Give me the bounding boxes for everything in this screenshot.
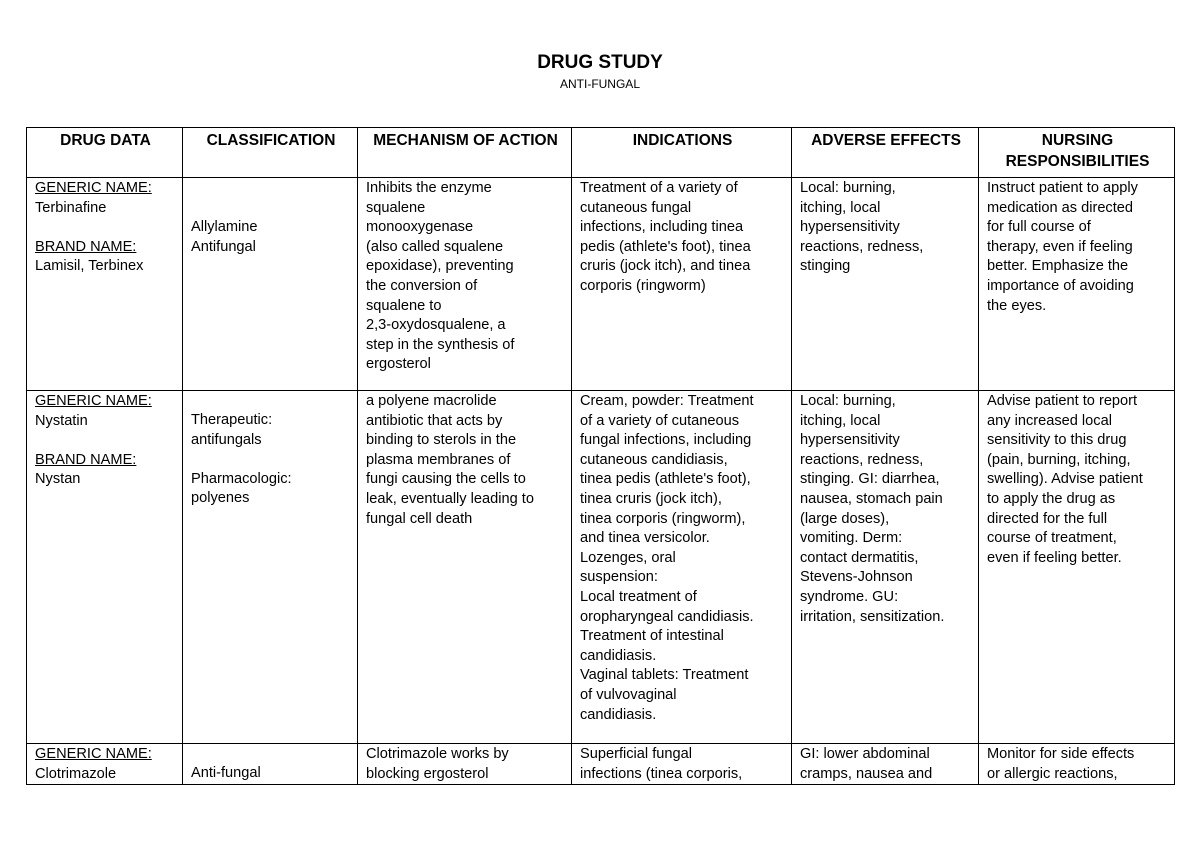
nursing-responsibilities-cell <box>979 744 1175 785</box>
header-adverse-effects: ADVERSE EFFECTS <box>792 128 979 178</box>
indications-cell: Treatment of a variety of cutaneous fungal infections, including tinea pedis (athlete's foot), tinea cruris (jock itch), and tinea corporis (ringworm) <box>572 178 792 391</box>
document-subtitle: ANTI-FUNGAL <box>559 77 640 91</box>
table-row <box>27 178 1175 391</box>
drug-data-cell <box>27 744 183 785</box>
adverse-effects-cell <box>792 744 979 785</box>
classification-cell <box>183 391 358 744</box>
mechanism-text: Clotrimazole works by blocking ergosterol <box>366 746 509 782</box>
header-classification: CLASSIFICATION <box>183 128 358 178</box>
mechanism-cell: a polyene macrolide antibiotic that acts by binding to sterols in the plasma membranes of fungi causing the cells to leak, eventually leading to fungal cell death <box>358 391 572 744</box>
nursing-responsibilities-cell: Instruct patient to apply medication as directed for full course of therapy, even if feeling better. Emphasize the importance of avoiding the eyes. <box>979 178 1175 391</box>
generic-name-label: GENERIC NAME: <box>35 180 152 196</box>
classification-therapeutic: Therapeutic: antifungals <box>191 412 273 448</box>
adverse-effects-cell: Local: burning, itching, local hypersensitivity reactions, redness, stinging. GI: diarrhea, nausea, stomach pain (large doses), vomiting. Derm: contact dermatitis, Stevens-Johnson syndrome. GU: irritation, sensitization. <box>792 391 979 744</box>
nursing-responsibilities-cell: Advise patient to report any increased local sensitivity to this drug (pain, burning, itching, swelling). Advise patient to apply the drug as directed for the full course of treatment, even if feeling better. <box>979 391 1175 744</box>
mechanism-cell <box>358 744 572 785</box>
mechanism-cell: Inhibits the enzyme squalene monooxygenase (also called squalene epoxidase), preventing the conversion of squalene to 2,3-oxydosqualene, a step in the synthesis of ergosterol <box>358 178 572 391</box>
drug-study-table <box>26 127 1175 785</box>
brand-name-value: Lamisil, Terbinex <box>35 258 144 275</box>
table-header-row <box>27 128 1175 178</box>
generic-name-value: Nystatin <box>35 412 88 429</box>
header-drug-data: DRUG DATA <box>27 128 183 178</box>
table-row <box>27 391 1175 744</box>
adverse-effects-cell: Local: burning, itching, local hypersensitivity reactions, redness, stinging <box>792 178 979 391</box>
header-mechanism-of-action: MECHANISM OF ACTION <box>358 128 572 178</box>
indications-cell: Cream, powder: Treatment of a variety of cutaneous fungal infections, including cutaneous candidiasis, tinea pedis (athlete's foot), tinea cruris (jock itch), tinea corporis (ringworm), and tinea versicolor. Lozenges, oral suspension: Local treatment of oropharyngeal candidiasis. Treatment of intestinal candidiasis. Vaginal tablets: Treatment of vulvovaginal candidiasis. <box>572 391 792 744</box>
adverse-effects-text: GI: lower abdominal cramps, nausea and <box>800 746 933 782</box>
brand-name-label: BRAND NAME: <box>35 238 137 255</box>
generic-name-label: GENERIC NAME: <box>35 393 152 409</box>
indications-text: Superficial fungal infections (tinea corporis, <box>580 746 743 782</box>
generic-name-label: GENERIC NAME: <box>35 746 152 762</box>
header-nursing-responsibilities: NURSING RESPONSIBILITIES <box>979 128 1175 178</box>
generic-name-value: Clotrimazole <box>35 765 117 782</box>
classification-text: Anti-fungal <box>191 765 261 781</box>
brand-name-value: Nystan <box>35 471 81 488</box>
indications-cell <box>572 744 792 785</box>
drug-data-cell <box>27 391 183 744</box>
table-row <box>27 744 1175 785</box>
nursing-text: Monitor for side effects or allergic reactions, <box>987 746 1135 782</box>
classification-text: Allylamine Antifungal <box>191 219 258 255</box>
classification-cell <box>183 744 358 785</box>
generic-name-value: Terbinafine <box>35 199 107 216</box>
document-title: DRUG STUDY <box>537 52 663 73</box>
header-indications: INDICATIONS <box>572 128 792 178</box>
drug-data-cell <box>27 178 183 391</box>
classification-pharmacologic: Pharmacologic: polyenes <box>191 470 292 507</box>
brand-name-label: BRAND NAME: <box>35 451 137 468</box>
classification-cell <box>183 178 358 391</box>
